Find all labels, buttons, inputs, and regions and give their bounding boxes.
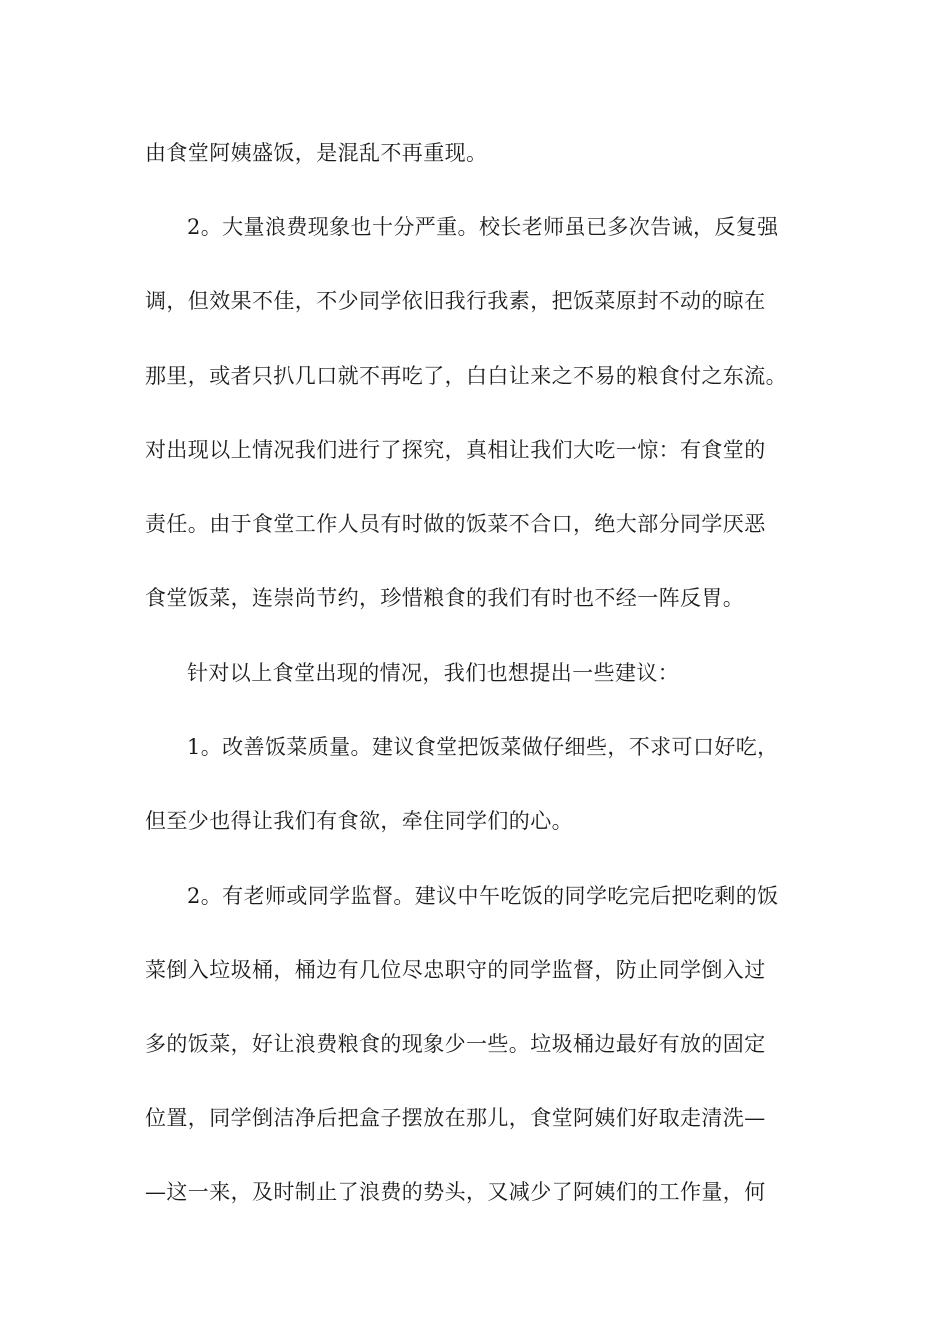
text-line: 多的饭菜，好让浪费粮食的现象少一些。垃圾桶边最好有放的固定 bbox=[145, 1032, 766, 1056]
text-line: 1。改善饭菜质量。建议食堂把饭菜做仔细些，不求可口好吃， bbox=[187, 735, 779, 759]
text-line: 对出现以上情况我们进行了探究，真相让我们大吃一惊：有食堂的 bbox=[145, 438, 766, 462]
text-line: 但至少也得让我们有食欲，牵住同学们的心。 bbox=[145, 809, 573, 833]
text-line: 2。大量浪费现象也十分严重。校长老师虽已多次告诫，反复强 bbox=[187, 215, 779, 239]
text-line: 针对以上食堂出现的情况，我们也想提出一些建议： bbox=[187, 661, 680, 685]
text-line: 2。有老师或同学监督。建议中午吃饭的同学吃完后把吃剩的饭 bbox=[187, 884, 779, 908]
text-line: 位置，同学倒洁净后把盒子摆放在那儿，食堂阿姨们好取走清洗— bbox=[145, 1106, 766, 1130]
text-line: 责任。由于食堂工作人员有时做的饭菜不合口，绝大部分同学厌恶 bbox=[145, 512, 766, 536]
text-line: 由食堂阿姨盛饭，是混乱不再重现。 bbox=[145, 141, 488, 165]
text-line: —这一来，及时制止了浪费的势头，又减少了阿姨们的工作量，何 bbox=[145, 1180, 766, 1204]
text-line: 调，但效果不佳，不少同学依旧我行我素，把饭菜原封不动的晾在 bbox=[145, 289, 766, 313]
text-line: 那里，或者只扒几口就不再吃了，白白让来之不易的粮食付之东流。 bbox=[145, 364, 787, 388]
text-line: 食堂饭菜，连崇尚节约，珍惜粮食的我们有时也不经一阵反胃。 bbox=[145, 586, 745, 610]
text-line: 菜倒入垃圾桶，桶边有几位尽忠职守的同学监督，防止同学倒入过 bbox=[145, 958, 766, 982]
